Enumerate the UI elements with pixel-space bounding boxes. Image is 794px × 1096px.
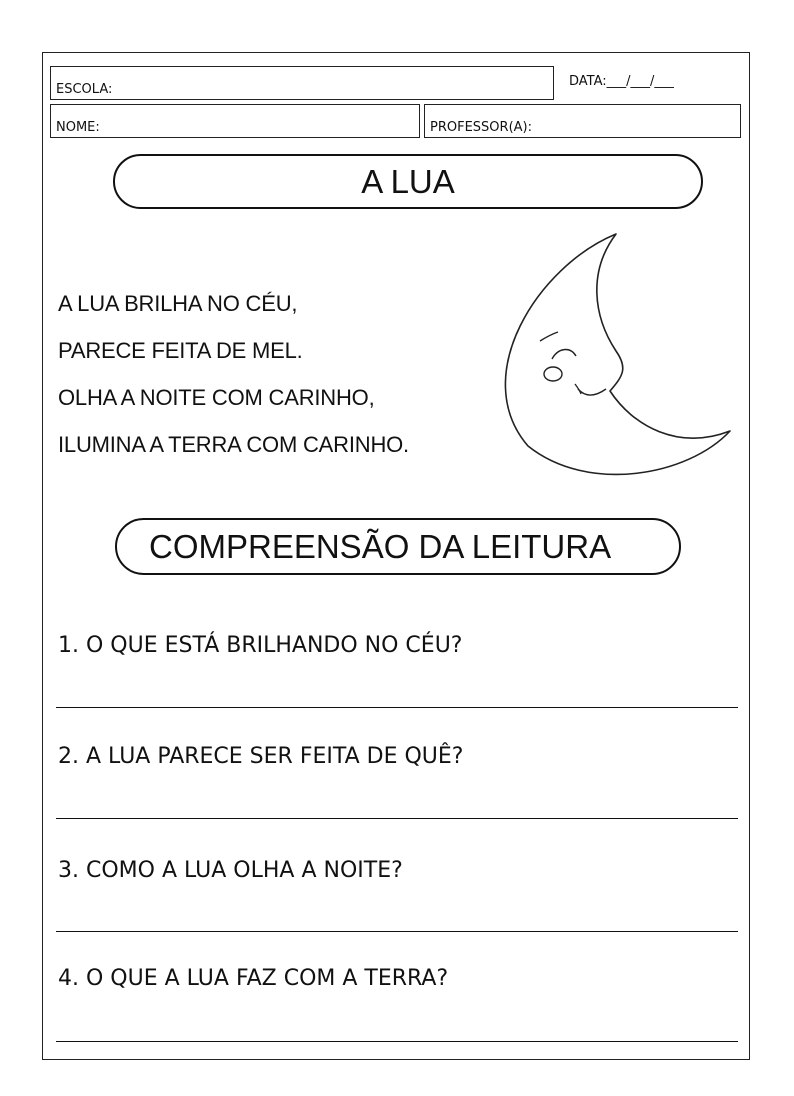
school-label: ESCOLA: [56, 82, 113, 97]
poem [58, 280, 409, 468]
teacher-field[interactable] [424, 104, 741, 138]
teacher-label: PROFESSOR(A): [430, 120, 532, 135]
question-4: 4. O QUE A LUA FAZ COM A TERRA? [58, 966, 449, 991]
page-title: A LUA [361, 162, 455, 200]
poem-line: ILUMINA A TERRA COM CARINHO. [58, 432, 409, 457]
question-3: 3. COMO A LUA OLHA A NOITE? [58, 858, 403, 883]
answer-line-2[interactable] [56, 818, 738, 819]
date-field[interactable]: DATA:___/___/___ [569, 74, 674, 89]
school-field[interactable] [50, 66, 554, 100]
smiling-crescent-moon-icon [478, 226, 738, 476]
answer-line-4[interactable] [56, 1041, 738, 1042]
answer-line-1[interactable] [56, 707, 738, 708]
poem-line: A LUA BRILHA NO CÉU, [58, 291, 298, 316]
name-field[interactable] [50, 104, 420, 138]
poem-line: PARECE FEITA DE MEL. [58, 338, 303, 363]
title-banner [113, 154, 703, 209]
answer-line-3[interactable] [56, 931, 738, 932]
section-title-banner [115, 518, 681, 575]
question-1: 1. O QUE ESTÁ BRILHANDO NO CÉU? [58, 633, 463, 658]
poem-line: OLHA A NOITE COM CARINHO, [58, 385, 375, 410]
name-label: NOME: [56, 120, 100, 135]
question-2: 2. A LUA PARECE SER FEITA DE QUÊ? [58, 744, 464, 769]
section-title: COMPREENSÃO DA LEITURA [149, 527, 612, 565]
